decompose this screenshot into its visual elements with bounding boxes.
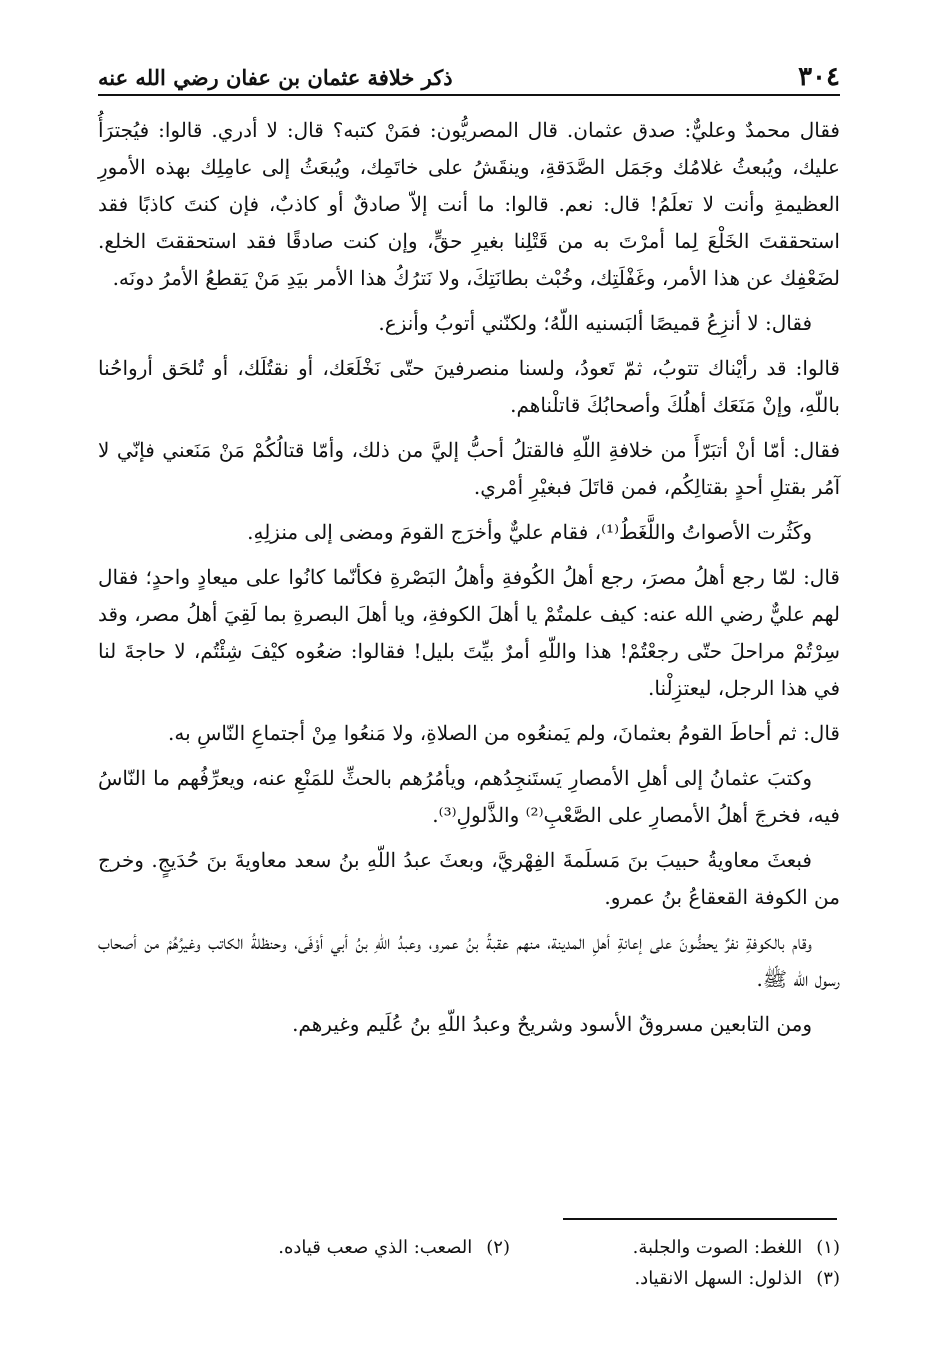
footnote-text: اللغط: الصوت والجلبة. [632, 1237, 803, 1258]
footnotes [98, 1232, 840, 1294]
paragraph: ومن التابعين مسروقٌ الأسود وشريحٌ وعبدُ اللّهِ بنُ عُلَيم وغيرهم. [292, 1012, 812, 1036]
footnote-text: الذلول: السهل الانقياد. [634, 1268, 803, 1289]
paragraph: فبعثَ معاويةُ حبيبَ بنَ مَسلَمةَ الفِهْريَّ، وبعثَ عبدُ اللّهِ بنُ سعد معاويةَ بنَ حُدَيجٍ. وخرج من الكوفة القعقاعُ بنُ عمرو. [98, 848, 840, 909]
footnote-2 [180, 1232, 510, 1263]
footnote-row [98, 1263, 840, 1294]
paragraph: فقال: لا أنزِعُ قميصًا ألبَسنيه اللّهُ؛ ولكنّني أتوبُ وأنزع. [378, 311, 812, 335]
paragraph: قال: لمّا رجع أهلُ مصرَ، رجع أهلُ الكُوفةِ وأهلُ البَصْرةِ فكأنّما كانُوا على ميعادٍ واحدٍ؛ فقال لهم عليٌّ رضي الله عنه: كيف علمتُمْ يا أهلَ الكوفةِ، ويا أهلَ البصرةِ بما لَقِيَ أهلُ مصر، وقد سِرْتُمْ مراحلَ حتّى رجعْتُمْ! هذا واللّهِ أمرٌ بيِّتَ بليل! فقالوا: ضعُوه كيْفَ شِئْتُم، لا حاجةَ لنا في هذا الرجل، ليعتزِلْنا. [98, 565, 840, 700]
footnote-row [98, 1232, 840, 1263]
footnote-3 [510, 1263, 840, 1294]
footnote-marker: (١) [816, 1237, 840, 1258]
page-number: ٣٠٤ [798, 62, 840, 92]
paragraph: قال: ثم أحاطَ القومُ بعثمانَ، ولم يَمنعُوه من الصلاةِ، ولا مَنعُوا مِنْ أجتماعِ النّاسِ به. [167, 721, 840, 745]
footnote-1 [510, 1232, 840, 1263]
paragraph: قالوا: قد رأيْناك تتوبُ، ثمّ تَعودُ، ولسنا منصرفينَ حتّى نَخْلَعَك، أو نقتُلَك، أو تُلحَق أرواحُنا باللّهِ، وإنْ مَنَعَك أهلُكَ وأصحابُكَ قاتلْناهم. [98, 356, 840, 417]
paragraph: وقام بالكوفةِ نفرٌ يحضُّونَ على إعانةِ أهلِ المدينة، منهم عقبةُ بنُ عمرو، وعبدُ اللّهِ بنُ أبي أوْفَى، وحنظلةُ الكاتب وغيرُهُمْ من أصحاب رسول الله ﷺ. [98, 930, 840, 991]
paragraph: وكتبَ عثمانُ إلى أهلِ الأمصارِ يَستَنجِدُهم، ويأمُرُهم بالحثِّ للمَنْعِ عنه، ويعرِّفُهم ما النّاسُ فيه، فخرجَ أهلُ الأمصارِ على الصَّعْبِ⁽²⁾ والذَّلولِ⁽³⁾. [98, 766, 840, 827]
paragraph: وكَثُرت الأصواتُ واللَّغَطُ⁽¹⁾، فقام عليٌّ وأخرَج القومَ ومضى إلى منزلِهِ. [247, 520, 812, 544]
body-text [98, 112, 840, 1051]
page-header [98, 58, 840, 96]
footnote-marker: (٢) [486, 1237, 510, 1258]
paragraph: فقال: أمّا أنْ أتبَرّأَ من خلافةِ اللّهِ فالقتلُ أحبُّ إليَّ من ذلك، وأمّا قتالُكُمْ مَنْ مَنَعني فإنّي لا آمُر بقتلِ أحدٍ بقتالِكُم، فمن قاتَلَ فبغيْرِ أمْري. [98, 438, 841, 499]
footnote-text: الصعب: الذي صعب قياده. [278, 1237, 473, 1258]
paragraph: فقال محمدٌ وعليٌّ: صدق عثمان. قال المصريُّون: فمَنْ كتبه؟ قال: لا أدري. قالوا: فيُجترَأُ عليك، ويُبعثُ غلامُك وجَمَل الصَّدَقةِ، وينقَشُ على خاتَمِك، ويُبعَثُ إلى عامِلِك بهذه الأمورِ العظيمةِ وأنت لا تعلَمُ! قال: نعم. قالوا: ما أنت إلاّ صادقٌ أو كاذبٌ، فإن كنتَ كاذبًا فقد استحققتَ الخَلْعَ لِما أمرْتَ به من قَتْلِنا بغيرِ حقٍّ، وإن كنت صادقًا فقد استحققتَ الخلع. لضَعْفِك عن هذا الأمر، وغَفْلَتِك، وخُبْث بطانَتِكَ، ولا نَترُكُ هذا الأمر بيَدِ مَنْ يَقطعُ الأمرُ دونَه. [98, 118, 840, 290]
footnote-marker: (٣) [816, 1268, 840, 1289]
running-title: ذكر خلافة عثمان بن عفان رضي الله عنه [98, 65, 453, 90]
footnote-divider [563, 1218, 837, 1220]
